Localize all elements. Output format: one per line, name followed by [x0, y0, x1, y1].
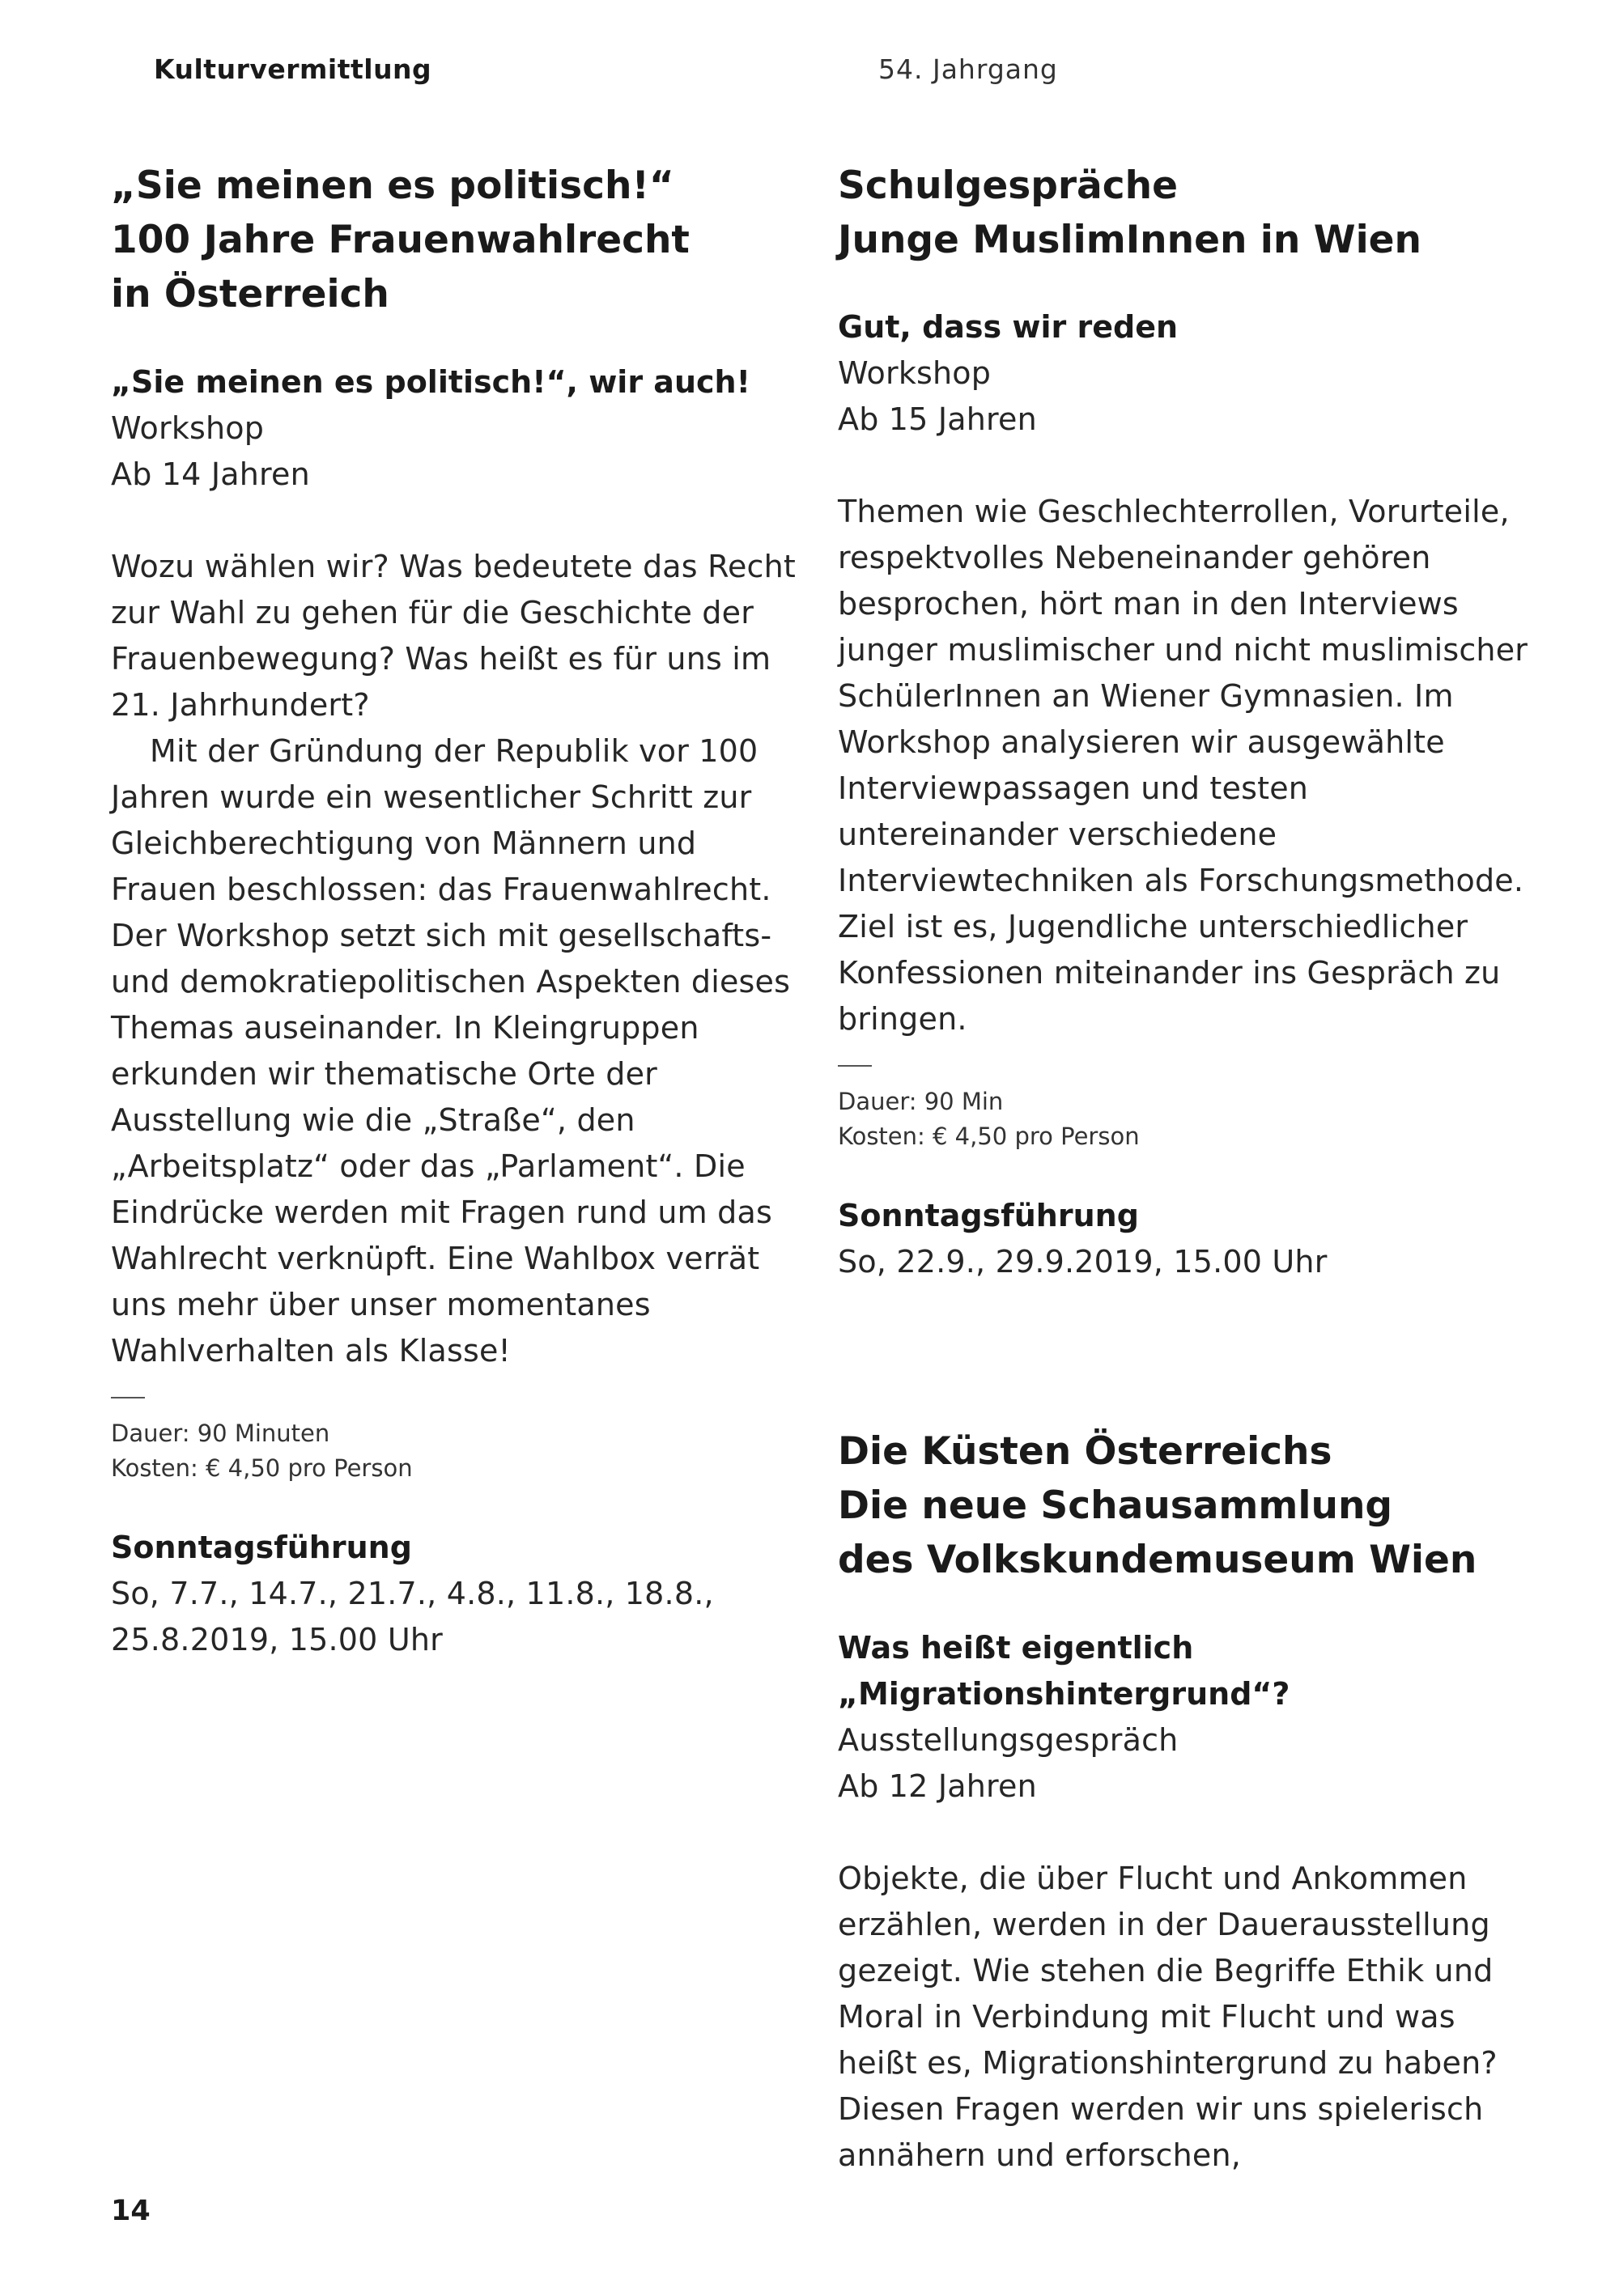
section-title-line: in Österreich: [111, 272, 389, 316]
page-number: 14: [111, 2195, 151, 2227]
program-description: [838, 489, 1534, 1042]
description-paragraph: Wozu wählen wir? Was bedeutete das Recht zur Wahl zu gehen für die Geschichte der Frauenbewegung? Was heißt es für uns im 21. Jahrhundert?: [111, 549, 797, 723]
program-title-line: Was heißt eigentlich: [838, 1630, 1194, 1666]
duration-info: Dauer: 90 Minuten: [111, 1420, 330, 1447]
program-age: Ab 14 Jahren: [111, 456, 310, 492]
duration-info: Dauer: 90 Min: [838, 1088, 1004, 1115]
program-title: [838, 1625, 1534, 1717]
section-title-line: 100 Jahre Frauenwahlrecht: [111, 218, 690, 262]
sunday-tour-title: Sonntagsführung: [838, 1198, 1139, 1233]
program-format: Workshop: [838, 355, 992, 391]
section-title-line: Die Küsten Österreichs: [838, 1429, 1332, 1474]
sunday-tour-dates: So, 22.9., 29.9.2019, 15.00 Uhr: [838, 1244, 1328, 1280]
sunday-tour-dates: [111, 1571, 807, 1663]
left-column: [111, 159, 807, 1663]
description-paragraph: Themen wie Geschlechterrollen, Vorurteile, respektvolles Nebeneinander gehören besprochen, hört man in den Interviews junger muslimischer und nicht muslimischer SchülerInnen an Wiener Gymnasien. Im Workshop analysieren wir ausgewählte Interviewpassagen und testen untereinander verschiedene Interviewtechniken als Forschungsmethode. Ziel ist es, Jugendliche unterschiedlicher Konfessionen miteinander ins Gespräch zu bringen.: [838, 494, 1528, 1037]
program-title: „Sie meinen es politisch!“, wir auch!: [111, 364, 750, 400]
sunday-tour-dates-line: 25.8.2019, 15.00 Uhr: [111, 1622, 443, 1657]
section-title-line: des Volkskundemuseum Wien: [838, 1538, 1477, 1582]
section-title-line: „Sie meinen es politisch!“: [111, 163, 674, 208]
program-age: Ab 12 Jahren: [838, 1768, 1037, 1804]
program-description: [111, 544, 807, 1374]
section-title-kuesten-oesterreichs: [838, 1424, 1534, 1587]
section-title-line: Schulgespräche: [838, 163, 1178, 208]
running-header-issue: 54. Jahrgang: [878, 53, 1058, 85]
description-paragraph: Objekte, die über Flucht und Ankommen erzählen, werden in der Dauerausstellung gezeigt. Wie stehen die Begriffe Ethik und Moral in Verbindung mit Flucht und was heißt es, Migrationshintergrund zu haben? Diesen Fragen werden wir uns spielerisch annähern und erforschen,: [838, 1861, 1498, 2173]
section-title-schulgespraeche: [838, 159, 1534, 267]
cost-info: Kosten: € 4,50 pro Person: [111, 1454, 413, 1482]
description-paragraph: Mit der Gründung der Republik vor 100 Jahren wurde ein wesentlicher Schritt zur Gleichberechtigung von Männern und Frauen beschlossen: das Frauenwahlrecht. Der Workshop setzt sich mit gesellschafts- und demokratiepolitischen Aspekten dieses Themas auseinander. In Kleingruppen erkunden wir thematische Orte der Ausstellung wie die „Straße“, den „Arbeitsplatz“ oder das „Parlament“. Die Eindrücke werden mit Fragen rund um das Wahlrecht verknüpft. Eine Wahlbox verrät uns mehr über unser momentanes Wahlverhalten als Klasse!: [111, 733, 791, 1369]
right-column: [838, 159, 1534, 2179]
program-format: Workshop: [111, 410, 265, 446]
program-age: Ab 15 Jahren: [838, 401, 1037, 437]
sunday-tour-title: Sonntagsführung: [111, 1530, 412, 1565]
section-title-frauenwahlrecht: [111, 159, 807, 321]
sunday-tour-dates-line: So, 7.7., 14.7., 21.7., 4.8., 11.8., 18.8.,: [111, 1576, 714, 1611]
program-format: Ausstellungsgespräch: [838, 1722, 1179, 1758]
cost-info: Kosten: € 4,50 pro Person: [838, 1123, 1140, 1150]
program-title: Gut, dass wir reden: [838, 309, 1179, 345]
program-title-line: „Migrationshintergrund“?: [838, 1676, 1290, 1712]
section-title-line: Junge MuslimInnen in Wien: [838, 218, 1422, 262]
running-header-section: Kulturvermittlung: [154, 53, 432, 85]
program-description: [838, 1856, 1534, 2179]
section-title-line: Die neue Schausammlung: [838, 1483, 1393, 1528]
